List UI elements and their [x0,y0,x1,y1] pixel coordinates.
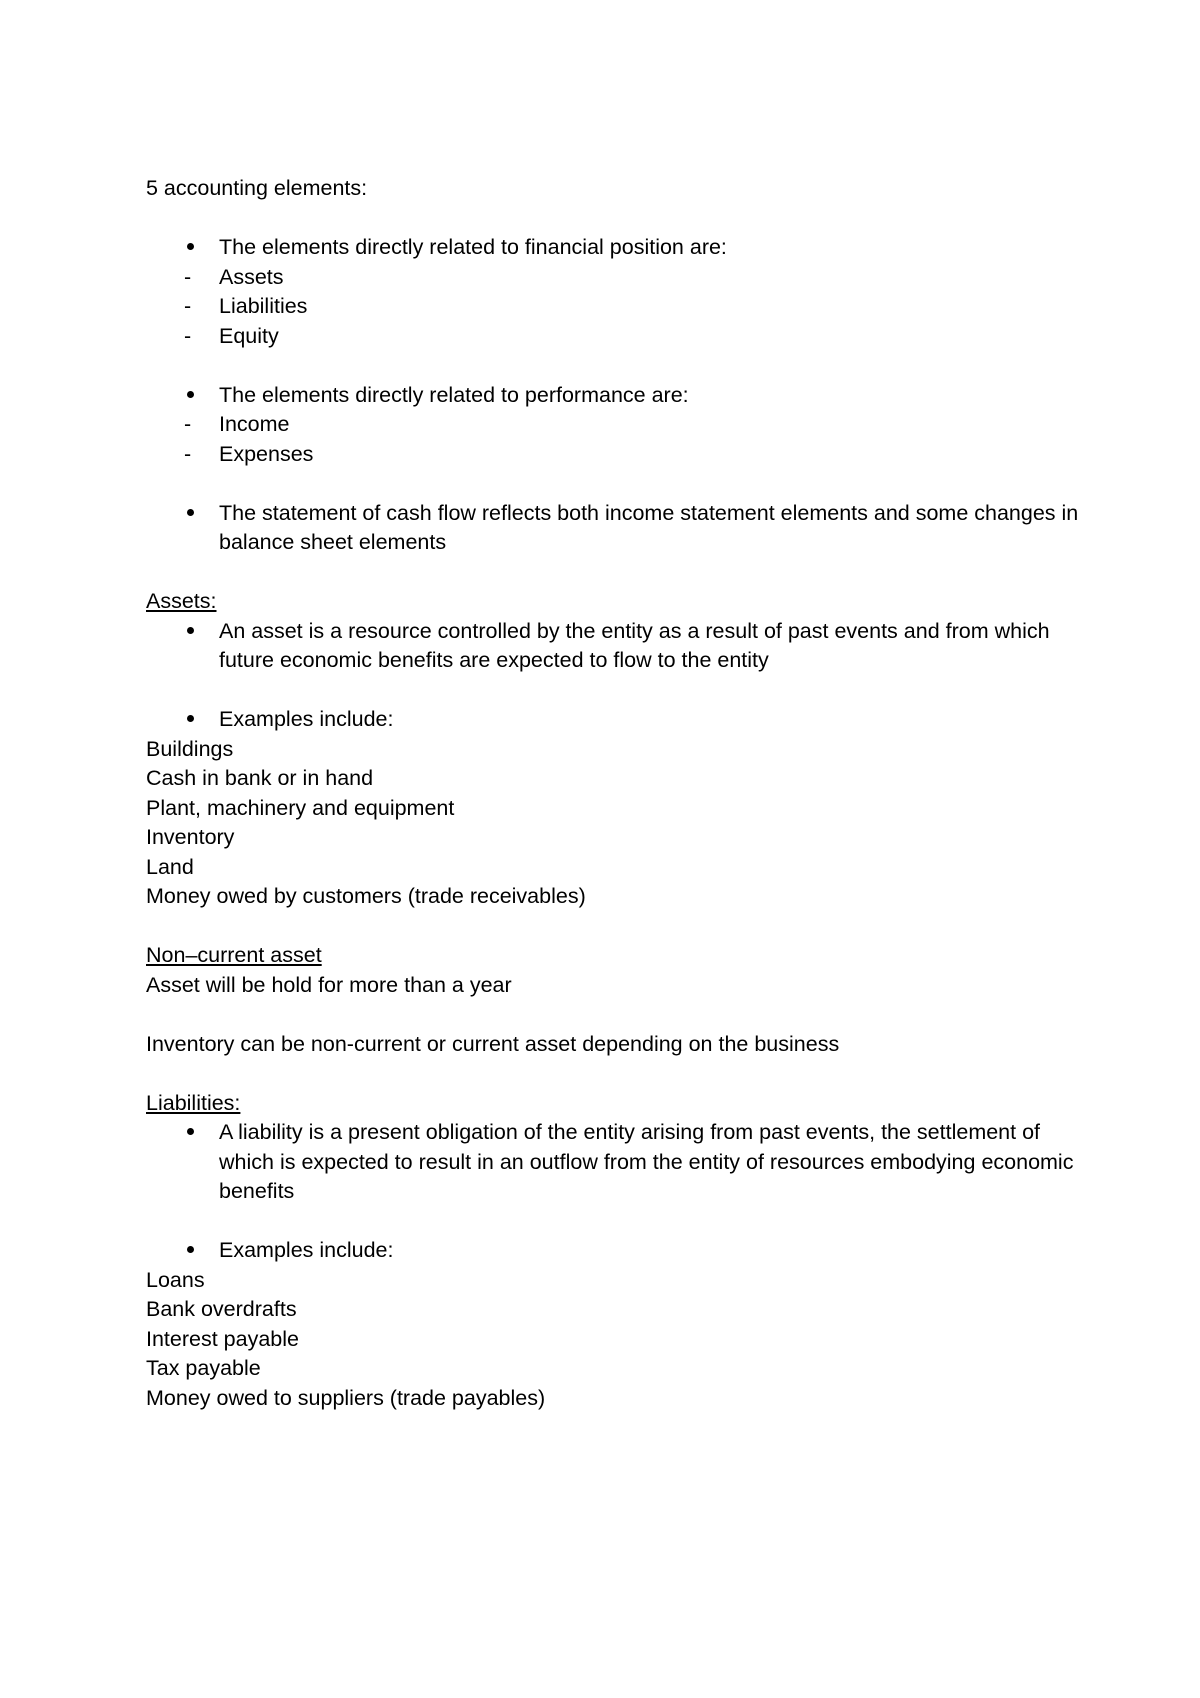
dash-item [146,263,1086,293]
bullet-item [146,499,1086,558]
dash-text: Income [219,412,290,436]
asset-example: Money owed by customers (trade receivables) [146,884,586,908]
liabilities-examples-label: Examples include: [219,1238,394,1262]
dash-text: Equity [219,323,279,348]
assets-definition: An asset is a resource controlled by the entity as a result of past events and from which future economic benefits are expected to flow to the entity [219,618,1050,672]
dash-icon: - [184,441,192,466]
bullet-icon [184,381,204,411]
bullet-icon [184,617,204,647]
document-heading: 5 accounting elements: [146,176,368,200]
dash-icon: - [184,323,192,348]
dash-text: Assets [219,264,284,289]
dash-item [146,440,1086,470]
bullet-item [146,1236,1086,1266]
non-current-title: Non–current asset [146,943,322,967]
liability-example: Loans [146,1267,205,1292]
dash-icon: - [184,264,192,289]
non-current-text: Asset will be hold for more than a year [146,972,512,997]
dash-item [146,292,1086,322]
asset-example: Cash in bank or in hand [146,766,374,790]
liability-example: Bank overdrafts [146,1297,297,1321]
bullet-item [146,1118,1086,1207]
liabilities-definition: A liability is a present obligation of the entity arising from past events, the settlement of which is expected to result in an outflow from the entity of resources embodying economic benefits [219,1120,1074,1203]
bullet-icon [184,1118,204,1148]
liabilities-title: Liabilities: [146,1090,241,1115]
asset-example: Plant, machinery and equipment [146,795,455,820]
document-body [146,174,1086,1413]
bullet-item [146,617,1086,676]
liability-example: Tax payable [146,1356,261,1380]
asset-example: Inventory [146,825,235,849]
bullet-icon [184,705,204,735]
liability-example: Interest payable [146,1326,299,1351]
bullet-text: The statement of cash flow reflects both income statement elements and some changes in balance sheet elements [219,500,1079,554]
bullet-icon [184,233,204,263]
bullet-item [146,233,1086,263]
bullet-icon [184,1236,204,1266]
asset-example: Land [146,854,194,879]
dash-icon: - [184,294,192,318]
dash-item [146,322,1086,352]
liability-example: Money owed to suppliers (trade payables) [146,1385,546,1410]
dash-text: Liabilities [219,294,308,318]
bullet-text: The elements directly related to financial position are: [219,235,727,259]
bullet-icon [184,499,204,529]
inventory-note: Inventory can be non-current or current asset depending on the business [146,1031,840,1056]
assets-title: Assets: [146,589,217,613]
assets-examples-label: Examples include: [219,707,394,731]
asset-example: Buildings [146,736,234,761]
bullet-item [146,705,1086,735]
bullet-item [146,381,1086,411]
dash-icon: - [184,412,192,436]
dash-text: Expenses [219,441,314,466]
bullet-text: The elements directly related to performance are: [219,382,689,407]
dash-item [146,410,1086,440]
